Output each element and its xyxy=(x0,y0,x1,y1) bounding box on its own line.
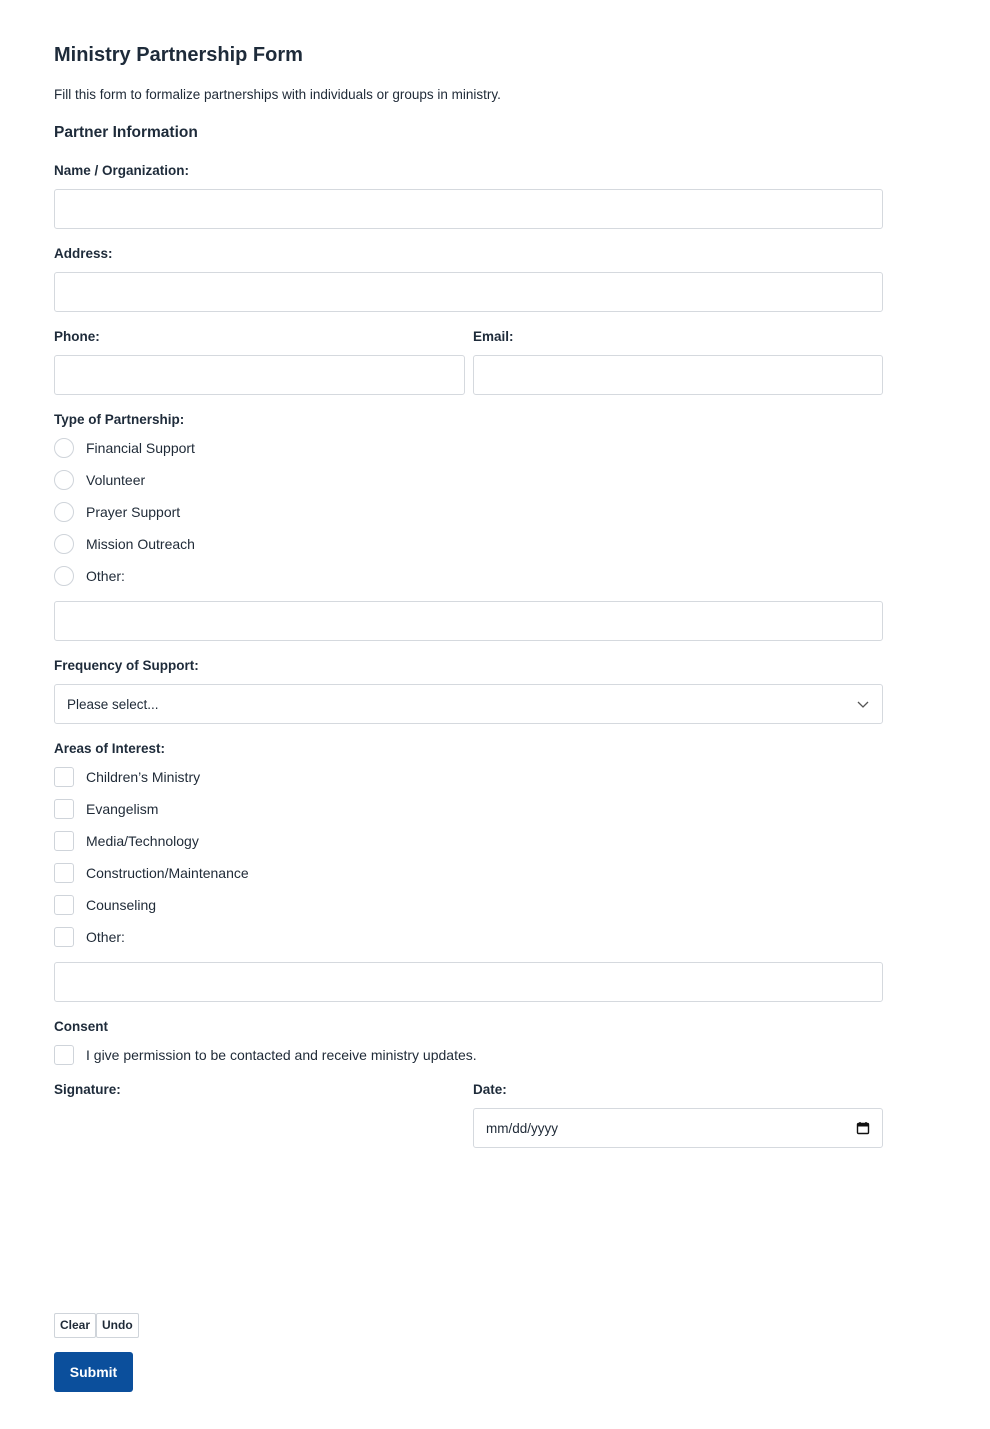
interests-other-input[interactable] xyxy=(54,962,883,1002)
interests-label: Areas of Interest: xyxy=(54,741,166,756)
calendar-icon[interactable] xyxy=(856,1121,870,1135)
chevron-down-icon xyxy=(856,697,870,711)
form-description: Fill this form to formalize partnerships with individuals or groups in ministry. xyxy=(54,87,501,102)
checkbox-evangelism[interactable] xyxy=(54,798,158,820)
email-label: Email: xyxy=(473,329,514,344)
address-label: Address: xyxy=(54,246,113,261)
checkbox-other[interactable] xyxy=(54,926,125,948)
checkbox[interactable] xyxy=(54,767,74,787)
radio-prayer-support[interactable] xyxy=(54,501,180,523)
radio-button[interactable] xyxy=(54,470,74,490)
undo-signature-button[interactable]: Undo xyxy=(96,1313,139,1338)
checkbox[interactable] xyxy=(54,895,74,915)
submit-button[interactable]: Submit xyxy=(54,1352,133,1392)
consent-text: I give permission to be contacted and receive ministry updates. xyxy=(86,1047,477,1063)
checkbox[interactable] xyxy=(54,863,74,883)
consent-checkbox-row[interactable] xyxy=(54,1044,477,1066)
frequency-selected-value: Please select... xyxy=(67,696,159,712)
consent-checkbox[interactable] xyxy=(54,1045,74,1065)
consent-label: Consent xyxy=(54,1019,108,1034)
checkbox[interactable] xyxy=(54,799,74,819)
form-title: Ministry Partnership Form xyxy=(54,44,303,66)
radio-button[interactable] xyxy=(54,534,74,554)
checkbox-childrens-ministry[interactable] xyxy=(54,766,200,788)
address-input[interactable] xyxy=(54,272,883,312)
name-input[interactable] xyxy=(54,189,883,229)
radio-label: Other: xyxy=(86,568,125,584)
checkbox-label: Children’s Ministry xyxy=(86,769,201,785)
frequency-select[interactable] xyxy=(54,684,883,724)
radio-label: Volunteer xyxy=(86,472,146,488)
checkbox-label: Media/Technology xyxy=(86,833,199,849)
partnership-type-label: Type of Partnership: xyxy=(54,412,185,427)
checkbox-label: Other: xyxy=(86,929,125,945)
frequency-label: Frequency of Support: xyxy=(54,658,199,673)
radio-volunteer[interactable] xyxy=(54,469,145,491)
checkbox-counseling[interactable] xyxy=(54,894,156,916)
radio-financial-support[interactable] xyxy=(54,437,195,459)
date-placeholder: mm/dd/yyyy xyxy=(486,1120,559,1136)
radio-label: Prayer Support xyxy=(86,504,181,520)
checkbox-label: Evangelism xyxy=(86,801,159,817)
section-partner-information: Partner Information xyxy=(54,124,198,141)
checkbox[interactable] xyxy=(54,927,74,947)
radio-button[interactable] xyxy=(54,438,74,458)
phone-label: Phone: xyxy=(54,329,100,344)
radio-button[interactable] xyxy=(54,502,74,522)
signature-label: Signature: xyxy=(54,1082,121,1097)
radio-label: Mission Outreach xyxy=(86,536,195,552)
radio-label: Financial Support xyxy=(86,440,195,456)
radio-other[interactable] xyxy=(54,565,125,587)
name-label: Name / Organization: xyxy=(54,163,190,178)
date-input[interactable] xyxy=(473,1108,883,1148)
radio-mission-outreach[interactable] xyxy=(54,533,195,555)
checkbox-label: Counseling xyxy=(86,897,157,913)
signature-pad[interactable] xyxy=(54,1106,464,1301)
phone-input[interactable] xyxy=(54,355,465,395)
partnership-other-input[interactable] xyxy=(54,601,883,641)
checkbox-label: Construction/Maintenance xyxy=(86,865,249,881)
clear-signature-button[interactable]: Clear xyxy=(54,1313,96,1338)
date-label: Date: xyxy=(473,1082,507,1097)
checkbox-construction-maintenance[interactable] xyxy=(54,862,249,884)
email-input[interactable] xyxy=(473,355,883,395)
radio-button[interactable] xyxy=(54,566,74,586)
checkbox[interactable] xyxy=(54,831,74,851)
checkbox-media-technology[interactable] xyxy=(54,830,199,852)
